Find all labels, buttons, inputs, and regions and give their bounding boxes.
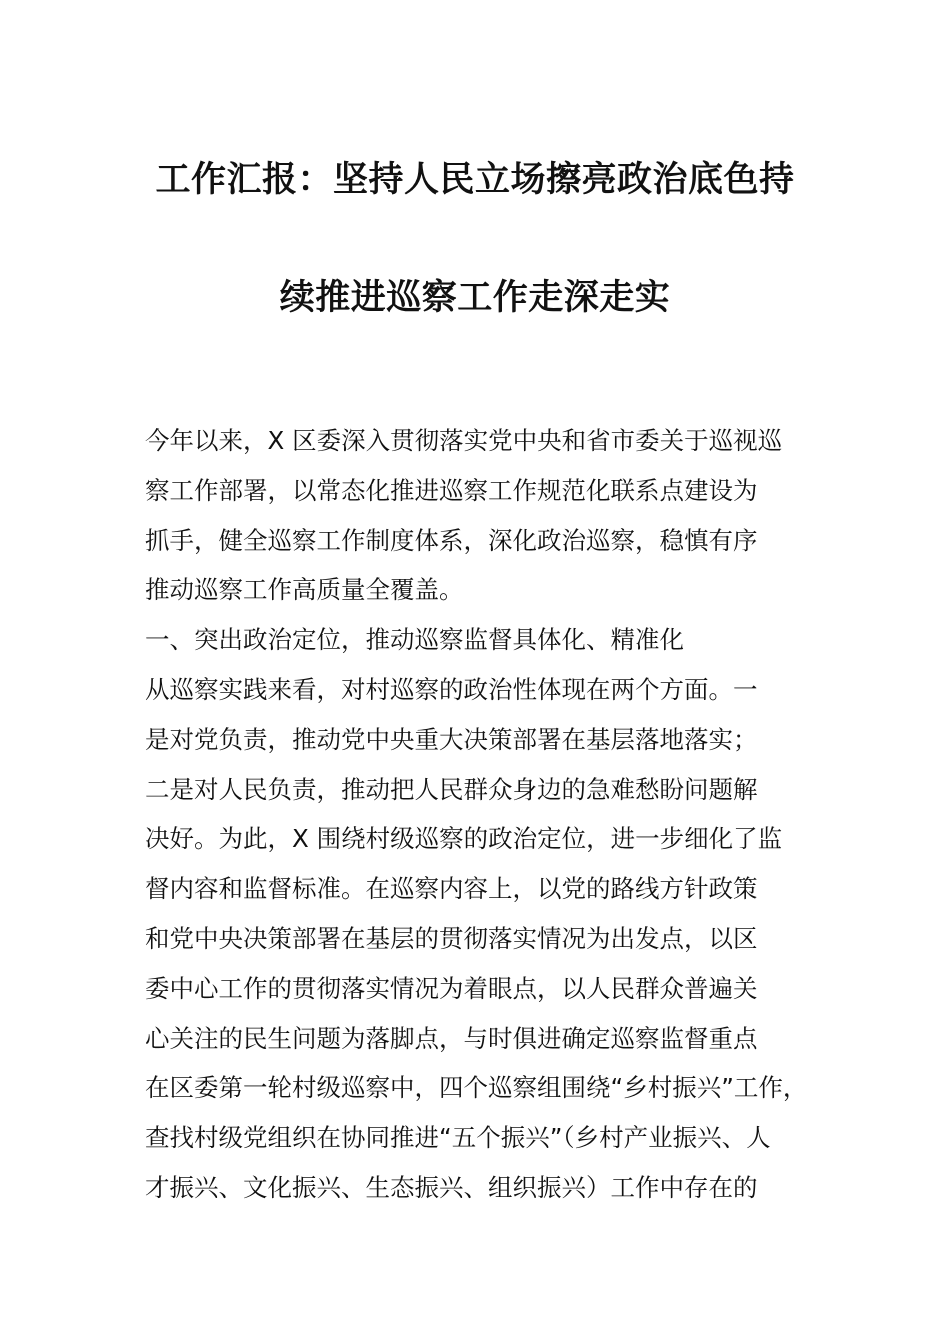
body-line: 督内容和监督标准。在巡察内容上，以党的路线方针政策: [145, 874, 758, 904]
body-line: 是对党负责，推动党中央重大决策部署在基层落地落实；: [145, 724, 758, 754]
body-line: 推动巡察工作高质量全覆盖。: [145, 575, 464, 605]
body-line: 查找村级党组织在协同推进“五个振兴”（乡村产业振兴、人: [145, 1123, 771, 1153]
document-title-line-2: 续推进巡察工作走深走实: [279, 278, 671, 318]
body-line: 在区委第一轮村级巡察中，四个巡察组围绕“乡村振兴”工作，: [145, 1073, 808, 1103]
section-heading: 一、突出政治定位，推动巡察监督具体化、精准化: [145, 625, 684, 655]
body-line: 和党中央决策部署在基层的贯彻落实情况为出发点，以区: [145, 923, 758, 953]
document-title-line-1: 工作汇报：坚持人民立场擦亮政治底色持: [155, 160, 795, 200]
body-line: 今年以来，X 区委深入贯彻落实党中央和省市委关于巡视巡: [145, 426, 783, 455]
document-body: [145, 416, 845, 1213]
body-line: 决好。为此，X 围绕村级巡察的政治定位，进一步细化了监: [145, 824, 783, 854]
body-line: 从巡察实践来看，对村巡察的政治性体现在两个方面。一: [145, 674, 758, 704]
body-line: 才振兴、文化振兴、生态振兴、组织振兴）工作中存在的: [145, 1172, 758, 1202]
body-line: 察工作部署，以常态化推进巡察工作规范化联系点建设为: [145, 475, 758, 505]
body-line: 心关注的民生问题为落脚点，与时俱进确定巡察监督重点: [145, 1023, 758, 1053]
body-line: 委中心工作的贯彻落实情况为着眼点，以人民群众普遍关: [145, 973, 758, 1003]
body-line: 二是对人民负责，推动把人民群众身边的急难愁盼问题解: [145, 774, 758, 804]
body-line: 抓手，健全巡察工作制度体系，深化政治巡察，稳慎有序: [145, 525, 758, 555]
